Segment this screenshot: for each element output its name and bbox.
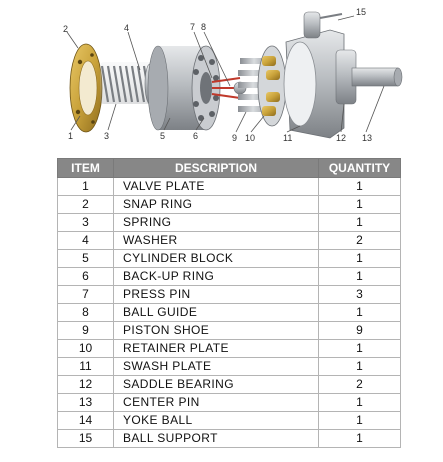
table-row (58, 232, 401, 250)
callout-11: 11 (283, 133, 293, 143)
item-cell: 4 (58, 232, 114, 250)
table-row (58, 304, 401, 322)
quantity-cell: 2 (319, 376, 401, 394)
item-cell: 1 (58, 178, 114, 196)
table-row (58, 250, 401, 268)
item-cell: 11 (58, 358, 114, 376)
description-cell: YOKE BALL (114, 412, 319, 430)
quantity-cell: 1 (319, 412, 401, 430)
callout-7: 7 (190, 22, 196, 32)
item-cell: 2 (58, 196, 114, 214)
item-cell: 7 (58, 286, 114, 304)
callout-15: 15 (356, 7, 367, 17)
callout-8: 8 (201, 22, 207, 32)
quantity-cell: 1 (319, 358, 401, 376)
description-cell: PISTON SHOE (114, 322, 319, 340)
table-row (58, 268, 401, 286)
callout-10: 10 (245, 133, 256, 143)
quantity-cell: 1 (319, 340, 401, 358)
quantity-cell: 1 (319, 304, 401, 322)
quantity-cell: 1 (319, 268, 401, 286)
exploded-view-diagram (0, 0, 443, 150)
callout-13: 13 (362, 133, 373, 143)
description-cell: SPRING (114, 214, 319, 232)
quantity-cell: 1 (319, 178, 401, 196)
table-row (58, 430, 401, 448)
callout-2: 2 (63, 24, 69, 34)
item-cell: 5 (58, 250, 114, 268)
description-cell: WASHER (114, 232, 319, 250)
quantity-cell: 3 (319, 286, 401, 304)
description-cell: CENTER PIN (114, 394, 319, 412)
quantity-cell: 1 (319, 250, 401, 268)
cylinder-block-part (148, 46, 220, 130)
description-cell: RETAINER PLATE (114, 340, 319, 358)
callout-6: 6 (193, 131, 199, 141)
parts-table (57, 158, 401, 448)
table-row (58, 196, 401, 214)
item-cell: 8 (58, 304, 114, 322)
callout-5: 5 (160, 131, 166, 141)
description-cell: BACK-UP RING (114, 268, 319, 286)
callout-1: 1 (68, 131, 74, 141)
quantity-cell: 1 (319, 214, 401, 232)
item-cell: 3 (58, 214, 114, 232)
description-cell: SWASH PLATE (114, 358, 319, 376)
item-cell: 10 (58, 340, 114, 358)
callout-12: 12 (336, 133, 347, 143)
table-row (58, 178, 401, 196)
table-row (58, 322, 401, 340)
swash-plate-part (284, 30, 344, 138)
item-cell: 12 (58, 376, 114, 394)
center-pin-part (352, 68, 402, 86)
callout-9: 9 (232, 133, 238, 143)
quantity-cell: 2 (319, 232, 401, 250)
table-row (58, 376, 401, 394)
valve-plate-part (70, 44, 102, 132)
callout-3: 3 (104, 131, 110, 141)
table-row (58, 358, 401, 376)
item-cell: 6 (58, 268, 114, 286)
quantity-cell: 9 (319, 322, 401, 340)
quantity-cell: 1 (319, 394, 401, 412)
table-row (58, 340, 401, 358)
description-cell: SNAP RING (114, 196, 319, 214)
quantity-cell: 1 (319, 196, 401, 214)
description-cell: SADDLE BEARING (114, 376, 319, 394)
description-cell: BALL SUPPORT (114, 430, 319, 448)
item-cell: 15 (58, 430, 114, 448)
header-item: ITEM (58, 159, 114, 178)
item-cell: 13 (58, 394, 114, 412)
table-row (58, 394, 401, 412)
table-row (58, 286, 401, 304)
description-cell: BALL GUIDE (114, 304, 319, 322)
header-quantity: QUANTITY (319, 159, 401, 178)
header-description: DESCRIPTION (114, 159, 319, 178)
callout-4: 4 (124, 23, 130, 33)
table-row (58, 214, 401, 232)
description-cell: PRESS PIN (114, 286, 319, 304)
description-cell: VALVE PLATE (114, 178, 319, 196)
table-header-row (58, 159, 401, 178)
item-cell: 14 (58, 412, 114, 430)
description-cell: CYLINDER BLOCK (114, 250, 319, 268)
item-cell: 9 (58, 322, 114, 340)
retainer-plate-part (258, 46, 286, 126)
spring-part (100, 62, 155, 104)
quantity-cell: 1 (319, 430, 401, 448)
table-row (58, 412, 401, 430)
